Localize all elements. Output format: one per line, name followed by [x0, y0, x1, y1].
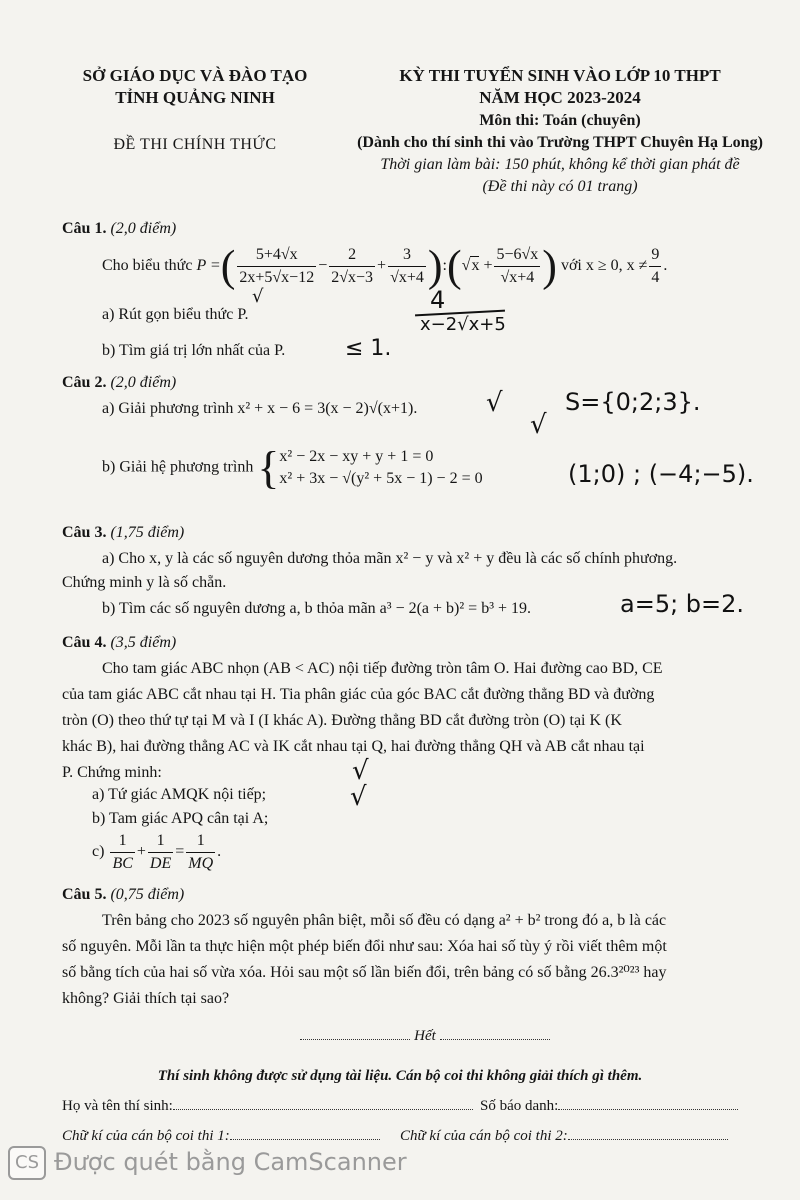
header-left-line1: SỞ GIÁO DỤC VÀ ĐÀO TẠO — [82, 66, 308, 85]
q2-b-intro: b) Giải hệ phương trình — [102, 458, 254, 476]
hand-note-max: ≤ 1. — [345, 336, 392, 361]
hand-check-2b: √ — [530, 410, 547, 440]
q5-para-2: số nguyên. Mỗi lần ta thực hiện một phép biến đổi như sau: Xóa hai số tùy ý rồi viết thêm một — [62, 938, 667, 955]
hand-check-2a: √ — [486, 388, 503, 418]
header-right-line2: NĂM HỌC 2023-2024 — [479, 88, 641, 107]
q4-para-2: của tam giác ABC cắt nhau tại H. Tia phân giác của góc BAC cắt đường thẳng BD và đường — [62, 686, 655, 703]
q2-points: (2,0 điểm) — [110, 374, 177, 391]
header-right-line4: (Dành cho thí sinh thi vào Trường THPT Chuyên Hạ Long) — [357, 134, 763, 151]
q3-part-b: b) Tìm các số nguyên dương a, b thỏa mãn a³ − 2(a + b)² = b³ + 19. — [102, 600, 532, 617]
q2-title: Câu 2. — [62, 374, 107, 391]
q4-points: (3,5 điểm) — [110, 634, 177, 651]
q1-expression: Cho biểu thức P =( $\frac{5+4√x}{2x+5√x-12}$ − $\frac{2}{2√x-3}$ + $\frac{3}{√x+4}$ ):(√x + $\frac{5-6√x}{√x+4}$ ) với x ≥ 0, x ≠ $\frac{9}{4}$ . — [102, 241, 668, 291]
q1-frac4: $\frac{5-6√x}{√x+4}$ — [496, 246, 539, 286]
invigilator-1-signature-field: Chữ kí của cán bộ coi thi 1: — [62, 1128, 380, 1145]
q4-part-c: c) $\frac{1}{BC}$ + $\frac{1}{DE}$ = $\frac{1}{MQ}$ . — [92, 832, 222, 872]
q2-b-eq1: x² − 2x − xy + y + 1 = 0 — [279, 448, 434, 465]
q3-part-a2: Chứng minh y là số chẵn. — [62, 574, 227, 591]
header-left-line2: TỈNH QUẢNG NINH — [115, 88, 275, 107]
footer-note: Thí sinh không được sử dụng tài liệu. Cán bộ coi thi không giải thích gì thêm. — [157, 1068, 643, 1084]
q4-title: Câu 4. — [62, 634, 107, 651]
hand-note-denominator: x−2√x+5 — [420, 314, 506, 335]
header-right-line5: Thời gian làm bài: 150 phút, không kể thời gian phát đề — [380, 156, 740, 173]
q1-points: (2,0 điểm) — [110, 220, 177, 237]
q5-heading — [62, 884, 772, 906]
header-right-line3: Môn thi: Toán (chuyên) — [479, 112, 641, 129]
q1-lhs: P = — [196, 257, 221, 275]
q5-para-3: số bằng tích của hai số vừa xóa. Hỏi sau một số lần biến đổi, trên bảng có số bằng 26.3²⁰²³ hay — [62, 964, 667, 981]
q5-title: Câu 5. — [62, 886, 107, 903]
invigilator-2-signature-field: Chữ kí của cán bộ coi thi 2: — [400, 1128, 728, 1145]
header-left-line3: ĐỀ THI CHÍNH THỨC — [113, 136, 277, 153]
hand-note-2a: S={0;2;3}. — [565, 388, 701, 416]
q3-title: Câu 3. — [62, 524, 107, 541]
hand-check-4b: √ — [350, 782, 367, 812]
q5-para-1: Trên bảng cho 2023 số nguyên phân biệt, mỗi số đều có dạng a² + b² trong đó a, b là các — [102, 912, 667, 929]
q4-heading — [62, 632, 772, 654]
q3-heading — [62, 522, 772, 544]
q1-heading — [62, 218, 772, 240]
candidate-name-field: Họ và tên thí sinh: — [62, 1098, 473, 1115]
hand-check-mark: √ — [252, 286, 264, 307]
q4-part-a: a) Tứ giác AMQK nội tiếp; — [92, 786, 267, 803]
q4-para-1: Cho tam giác ABC nhọn (AB < AC) nội tiếp đường tròn tâm O. Hai đường cao BD, CE — [102, 660, 663, 677]
q1-frac2: $\frac{2}{2√x-3}$ — [331, 246, 374, 286]
header-right-line1: KỲ THI TUYỂN SINH VÀO LỚP 10 THPT — [399, 66, 721, 85]
q1-frac1: $\frac{5+4√x}{2x+5√x-12}$ — [239, 246, 315, 286]
end-marker: Hết — [290, 1028, 560, 1045]
q3-part-a1: a) Cho x, y là các số nguyên dương thỏa mãn x² − y và x² + y đều là các số chính phương. — [102, 550, 678, 567]
hand-note-numerator: 4 — [430, 286, 446, 314]
q1-intro: Cho biểu thức — [102, 257, 193, 275]
q3-points: (1,75 điểm) — [110, 524, 185, 541]
hand-note-3b: a=5; b=2. — [620, 590, 745, 618]
q4-para-4: khác B), hai đường thẳng AC và IK cắt nhau tại Q, hai đường thẳng QH và AB cắt nhau tại — [62, 738, 645, 755]
q2-b-eq2: x² + 3x − √(y² + 5x − 1) − 2 = 0 — [279, 470, 483, 487]
hand-note-2b: (1;0) ; (−4;−5). — [568, 460, 754, 488]
camscanner-logo-icon: CS — [8, 1146, 46, 1180]
q1-condition: với x ≥ 0, x ≠ — [560, 257, 648, 275]
q4-para-3: tròn (O) theo thứ tự tại M và I (I khác A). Đường thẳng BD cắt đường tròn (O) tại K (K — [62, 712, 622, 729]
hand-check-4a: √ — [352, 756, 369, 786]
q2-part-b: b) Giải hệ phương trình { x² − 2x − xy + y + 1 = 0 x² + 3x − √(y² + 5x − 1) − 2 = 0 — [102, 442, 483, 493]
q2-part-a: a) Giải phương trình x² + x − 6 = 3(x − 2)√(x+1). — [102, 400, 418, 417]
q1-title: Câu 1. — [62, 220, 107, 237]
q1-part-a: a) Rút gọn biểu thức P. — [102, 306, 249, 323]
candidate-number-field: Số báo danh: — [480, 1098, 738, 1115]
q4-para-5: P. Chứng minh: — [62, 764, 162, 781]
q1-frac3: $\frac{3}{√x+4}$ — [390, 246, 424, 286]
q4-part-b: b) Tam giác APQ cân tại A; — [92, 810, 269, 827]
q5-points: (0,75 điểm) — [110, 886, 185, 903]
q5-para-4: không? Giải thích tại sao? — [62, 990, 230, 1007]
header-right-line6: (Đề thi này có 01 trang) — [482, 178, 638, 195]
q1-part-b: b) Tìm giá trị lớn nhất của P. — [102, 342, 286, 359]
camscanner-watermark: Được quét bằng CamScanner — [54, 1148, 407, 1176]
